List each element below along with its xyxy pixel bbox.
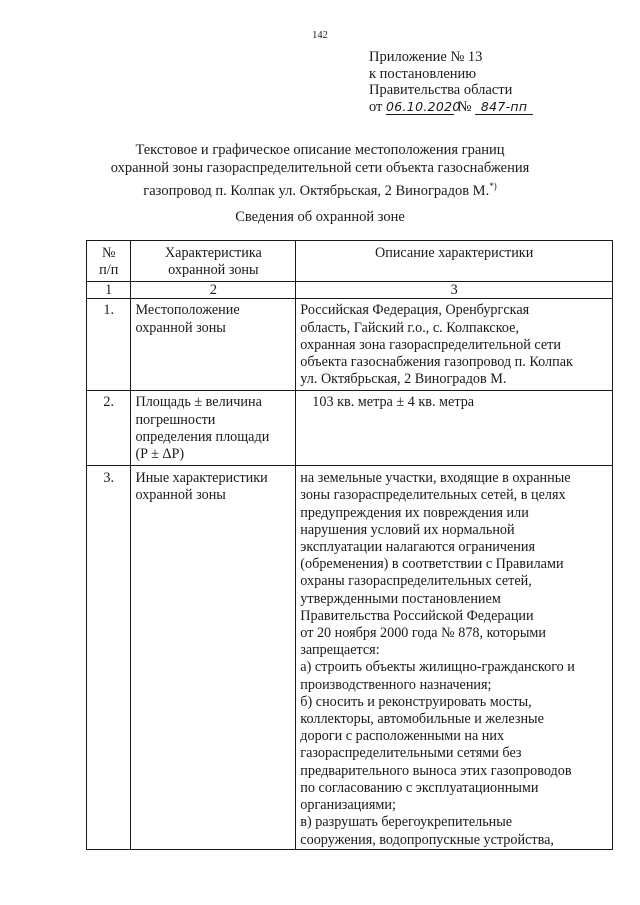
date-prefix: от	[369, 98, 383, 115]
characteristic-line: охранной зоны	[135, 319, 226, 336]
description-line: утвержденными постановлением	[300, 590, 501, 607]
characteristic-line: погрешности	[135, 411, 216, 428]
description-line: предупреждения их повреждения или	[300, 504, 529, 521]
table-header-row	[87, 241, 613, 282]
description-line: в) разрушать берегоукрепительные	[300, 814, 513, 831]
table-index-row	[87, 282, 613, 299]
header-characteristic	[131, 241, 296, 282]
description-line: газораспределительными сетями без	[300, 745, 522, 762]
index-cell: 2	[131, 282, 296, 299]
description-line: зоны газораспределительных сетей, в целях	[300, 487, 566, 504]
section-title: Сведения об охранной зоне	[235, 209, 405, 225]
title-line-1: Текстовое и графическое описание местоположения границ	[135, 142, 505, 158]
characteristic-line: определения площади	[135, 428, 270, 445]
row-number: 1.	[87, 299, 131, 391]
appendix-line-3: Правительства области	[369, 82, 513, 98]
description-line: охраны газораспределительных сетей,	[300, 573, 532, 590]
description-line: предварительного выноса этих газопроводов	[300, 762, 572, 779]
row-description	[296, 299, 613, 391]
header-char-line-2: охранной зоны	[168, 262, 259, 279]
header-num-line-1: №	[101, 245, 116, 261]
description-line: б) сносить и реконструировать мосты,	[300, 693, 532, 710]
header-description: Описание характеристики	[296, 241, 613, 282]
title-line-3	[0, 177, 640, 200]
handwritten-date: 06.10.2020	[386, 98, 461, 114]
description-line: по согласованию с эксплуатационными	[300, 779, 539, 796]
number-prefix: №	[457, 98, 472, 115]
table-row	[87, 299, 613, 391]
description-line: организациями;	[300, 797, 396, 814]
handwritten-number: 847-пп	[480, 98, 528, 114]
appendix-block	[369, 49, 533, 115]
index-cell: 3	[296, 282, 613, 299]
characteristic-line: Площадь ± величина	[135, 394, 262, 411]
description-line: от 20 ноября 2000 года № 878, которыми	[300, 625, 546, 642]
appendix-line-1: Приложение № 13	[369, 49, 483, 65]
header-num	[87, 241, 131, 282]
description-line: а) строить объекты жилищно-гражданского и	[300, 659, 575, 676]
description-line: коллекторы, автомобильные и железные	[300, 711, 544, 728]
description-line: объекта газоснабжения газопровод п. Колпак	[300, 354, 573, 371]
description-line: Российская Федерация, Оренбургская	[300, 302, 530, 319]
description-line: охранная зона газораспределительной сети	[300, 336, 561, 353]
characteristic-line: охранной зоны	[135, 487, 226, 504]
description-line: на земельные участки, входящие в охранные	[300, 470, 571, 487]
characteristic-line: Иные характеристики	[135, 470, 268, 487]
description-line: запрещается:	[300, 642, 380, 659]
page-number: 142	[312, 30, 328, 41]
description-line: дороги с расположенными на них	[300, 728, 505, 745]
appendix-date-line	[369, 99, 533, 116]
row-description	[296, 466, 613, 849]
document-title	[0, 141, 640, 200]
area-value: 103 кв. метра ± 4 кв. метра	[312, 394, 475, 411]
row-number: 2.	[87, 391, 131, 466]
characteristic-line: Местоположение	[135, 302, 240, 319]
description-line: (обременения) в соответствии с Правилами	[300, 556, 564, 573]
index-cell: 1	[87, 282, 131, 299]
table-row	[87, 466, 613, 849]
row-characteristic	[131, 299, 296, 391]
title-line-2: охранной зоны газораспределительной сети объекта газоснабжения	[110, 160, 530, 176]
description-line: Правительства Российской Федерации	[300, 607, 534, 624]
description-line: ул. Октябрьская, 2 Виноградов М.	[300, 371, 507, 388]
header-char-line-1: Характеристика	[164, 245, 262, 261]
protection-zone-table	[86, 240, 613, 850]
header-num-line-2: п/п	[99, 262, 119, 279]
row-description	[296, 391, 613, 466]
row-number: 3.	[87, 466, 131, 849]
footnote-mark: *)	[489, 181, 497, 191]
row-characteristic	[131, 466, 296, 849]
characteristic-line: (P ± ΔP)	[135, 446, 185, 463]
description-line: нарушения условий их нормальной	[300, 521, 515, 538]
title-line-3-text: газопровод п. Колпак ул. Октябрьская, 2 Виноградов М.	[143, 182, 490, 199]
description-line: производственного назначения;	[300, 676, 492, 693]
table-row	[87, 391, 613, 466]
row-characteristic	[131, 391, 296, 466]
description-line: область, Гайский г.о., с. Колпакское,	[300, 319, 519, 336]
appendix-line-2: к постановлению	[369, 65, 477, 82]
description-line: сооружения, водопропускные устройства,	[300, 831, 554, 848]
description-line: эксплуатации налагаются ограничения	[300, 539, 536, 556]
